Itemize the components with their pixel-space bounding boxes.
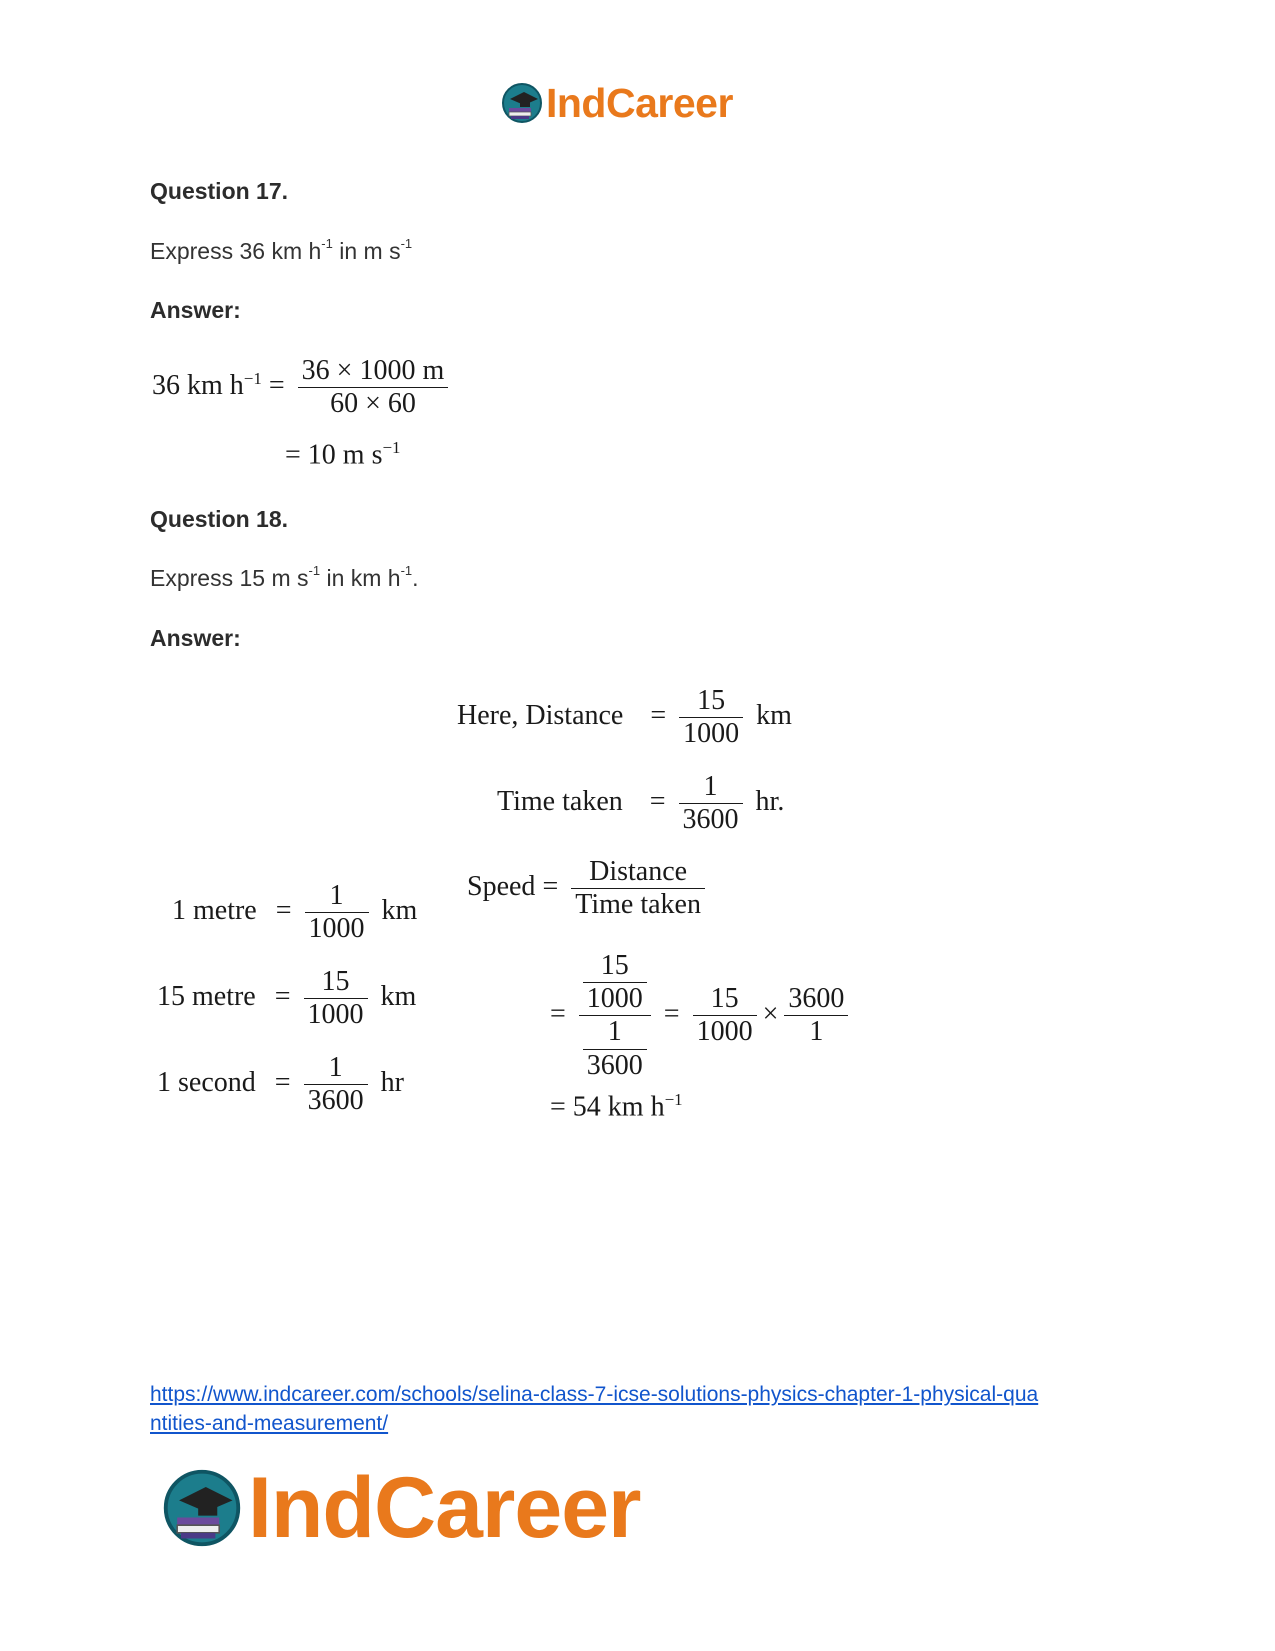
compound-fraction — [579, 950, 651, 1082]
link-line-1: https://www.indcareer.com/schools/selina-class-7-icse-solutions-physics-chapter-1-physical-qua — [150, 1383, 1039, 1406]
prompt-sup: -1 — [321, 236, 333, 252]
denominator: 1000 — [683, 718, 740, 750]
equals: = — [663, 998, 680, 1030]
prompt-text: Express 15 m s — [150, 565, 309, 591]
logo-wordmark: IndCareer — [546, 79, 733, 126]
q17-equation-line-2 — [285, 438, 401, 471]
equals: = — [542, 871, 559, 903]
logo-wordmark: IndCareer — [248, 1459, 641, 1556]
times-sign: × — [762, 998, 779, 1030]
lhs: Here, Distance — [457, 700, 624, 732]
conversion-1-second — [157, 1052, 404, 1117]
denominator: 60 × 60 — [330, 388, 416, 420]
fraction — [679, 771, 743, 836]
time-equation — [497, 771, 784, 836]
numerator: 15 — [600, 950, 629, 981]
question-17-prompt — [150, 238, 412, 265]
indcareer-logo-header — [500, 78, 733, 128]
numerator: 1 — [607, 1016, 622, 1048]
lhs: 36 km h — [152, 370, 244, 402]
fraction — [693, 983, 757, 1048]
compound-numerator — [579, 950, 651, 1015]
numerator: 1 — [328, 1052, 343, 1083]
question-18-answer-label: Answer: — [150, 625, 241, 651]
source-link[interactable] — [150, 1380, 1130, 1438]
denominator: Time taken — [575, 889, 701, 921]
fraction — [304, 1052, 368, 1117]
equals: = — [274, 981, 291, 1013]
denominator: 3600 — [586, 1049, 643, 1081]
compound-denominator — [579, 1016, 651, 1081]
prompt-text: in m s — [332, 238, 401, 264]
result-text: = 10 m s — [285, 439, 383, 471]
equals: = — [275, 895, 292, 927]
speed-equation — [467, 856, 711, 921]
numerator: 15 — [710, 983, 739, 1015]
fraction — [304, 966, 368, 1031]
equals: = — [268, 370, 285, 402]
prompt-text: . — [412, 565, 419, 591]
distance-equation — [457, 685, 792, 750]
q17-equation-line-1 — [152, 355, 454, 420]
indcareer-logo-footer — [160, 1460, 641, 1556]
fraction — [784, 983, 848, 1048]
prompt-sup: -1 — [400, 236, 413, 252]
denominator: 1000 — [586, 983, 643, 1015]
denominator: 3600 — [682, 804, 739, 836]
result-sup: −1 — [382, 438, 401, 457]
numerator: 15 — [321, 966, 350, 997]
question-18-prompt — [150, 565, 419, 592]
unit: hr. — [755, 786, 785, 818]
lhs: 1 second — [157, 1067, 256, 1099]
numerator: 1 — [329, 880, 344, 911]
numerator: 15 — [697, 685, 726, 716]
denominator: 3600 — [307, 1085, 364, 1117]
unit: km — [756, 700, 792, 732]
unit: km — [380, 981, 417, 1013]
result-text: = 54 km h — [550, 1091, 665, 1123]
conversion-15-metre — [157, 966, 416, 1031]
equals: = — [649, 786, 666, 818]
fraction — [298, 355, 449, 420]
question-17-answer-label: Answer: — [150, 297, 241, 323]
numerator: 3600 — [788, 983, 845, 1015]
equals: = — [274, 1067, 291, 1099]
graduation-cap-book-icon — [500, 81, 544, 125]
conversion-1-metre — [172, 880, 417, 945]
fraction — [571, 856, 705, 921]
speed-result — [550, 1090, 683, 1123]
prompt-text: Express 36 km h — [150, 238, 322, 264]
graduation-cap-book-icon — [160, 1466, 244, 1550]
unit: hr — [380, 1067, 404, 1099]
equals: = — [650, 700, 667, 732]
lhs: Time taken — [497, 786, 623, 818]
fraction — [583, 950, 647, 1015]
denominator: 1000 — [307, 999, 364, 1031]
numerator: 1 — [703, 771, 718, 802]
prompt-sup: -1 — [308, 563, 321, 579]
fraction — [583, 1016, 647, 1081]
prompt-text: in km h — [320, 565, 401, 591]
denominator: 1000 — [308, 913, 365, 945]
unit: km — [381, 895, 418, 927]
numerator: 36 × 1000 m — [301, 355, 445, 386]
speed-step-equation — [550, 950, 854, 1082]
prompt-sup: -1 — [400, 563, 413, 579]
link-line-2: ntities-and-measurement/ — [150, 1412, 389, 1435]
lhs: 1 metre — [172, 895, 257, 927]
fraction — [679, 685, 743, 750]
equals: = — [550, 998, 566, 1030]
denominator: 1000 — [696, 1016, 753, 1048]
lhs-sup: −1 — [243, 368, 262, 388]
question-17-heading: Question 17. — [150, 178, 289, 204]
fraction — [305, 880, 369, 945]
question-18-heading: Question 18. — [150, 506, 289, 532]
result-sup: −1 — [664, 1090, 683, 1109]
denominator: 1 — [809, 1016, 824, 1048]
numerator: Distance — [589, 856, 688, 887]
lhs: Speed — [467, 871, 536, 903]
lhs: 15 metre — [157, 981, 256, 1013]
